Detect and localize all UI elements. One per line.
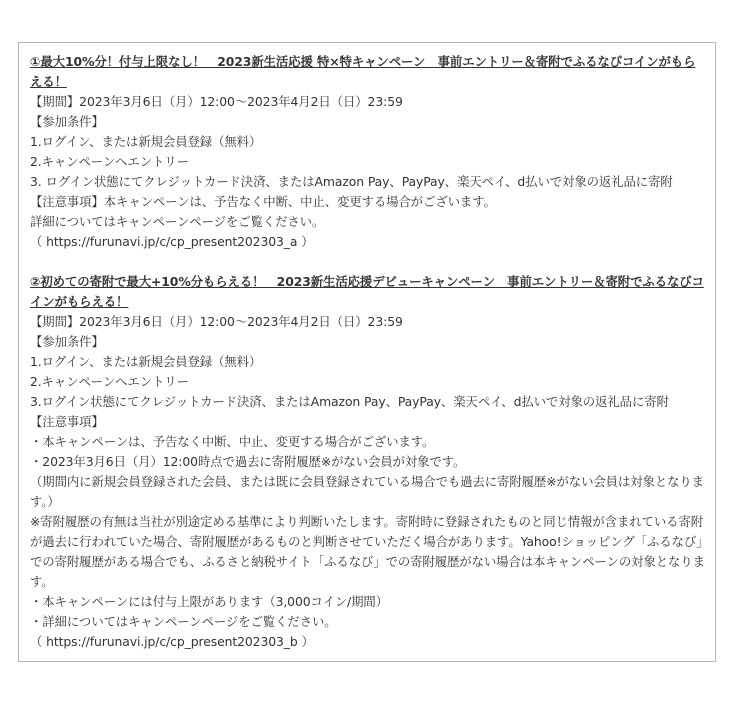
campaign2-condition-2: 2.キャンペーンへエントリー xyxy=(30,374,189,389)
campaign2-note-1: ・本キャンペーンは、予告なく中断、中止、変更する場合がございます。 xyxy=(30,434,435,449)
campaign1-condition-1: 1.ログイン、または新規会員登録（無料） xyxy=(30,134,262,149)
campaign1-url: （ https://furunavi.jp/c/cp_present202303_a ） xyxy=(30,234,314,249)
campaign2-condition-3: 3.ログイン状態にてクレジットカード決済、またはAmazon Pay、PayPay、楽天ペイ、d払いで対象の返礼品に寄附 xyxy=(30,394,669,409)
notice-content xyxy=(30,52,706,652)
campaign2-notes-label: 【注意事項】 xyxy=(30,414,104,429)
campaign2-heading: ②初めての寄附で最大+10%分もらえる！ 2023新生活応援デビューキャンペーン 事前エントリー＆寄附でふるなびコインがもらえる！ xyxy=(30,274,704,309)
campaign2-note-6: ・詳細についてはキャンペーンページをご覧ください。 xyxy=(30,614,337,629)
campaign2-note-3: （期間内に新規会員登録された会員、または既に会員登録されている場合でも過去に寄附履歴※がない会員は対象となります。） xyxy=(30,474,704,509)
campaign2-conditions-label: 【参加条件】 xyxy=(30,334,104,349)
campaign1-details: 詳細についてはキャンペーンページをご覧ください。 xyxy=(30,214,325,229)
campaign2-note-4: ※寄附履歴の有無は当社が別途定める基準により判断いたします。寄附時に登録されたものと同じ情報が含まれている寄附が過去に行われていた場合、寄附履歴があるものと判断させていただく場合があります。Yahoo!ショッピング「ふるなび」での寄附履歴がある場合でも、ふるさと納税サイト「ふるなび」での寄附履歴がない場合は本キャンペーンの対象となります。 xyxy=(30,514,705,589)
campaign2-note-5: ・本キャンペーンには付与上限があります（3,000コイン/期間） xyxy=(30,594,388,609)
campaign-notice-box xyxy=(18,42,716,662)
section-spacer xyxy=(30,252,706,272)
campaign1-conditions-label: 【参加条件】 xyxy=(30,114,104,129)
campaign1-condition-2: 2.キャンペーンへエントリー xyxy=(30,154,189,169)
campaign2-period: 【期間】2023年3月6日（月）12:00～2023年4月2日（日）23:59 xyxy=(30,314,403,329)
campaign2-note-2: ・2023年3月6日（月）12:00時点で過去に寄附履歴※がない会員が対象です。 xyxy=(30,454,466,469)
campaign1-heading: ①最大10%分！付与上限なし！ 2023新生活応援 特×特キャンペーン 事前エントリー＆寄附でふるなびコインがもらえる！ xyxy=(30,54,696,89)
campaign2-url: （ https://furunavi.jp/c/cp_present202303_b ） xyxy=(30,634,314,649)
campaign2-condition-1: 1.ログイン、または新規会員登録（無料） xyxy=(30,354,262,369)
campaign1-condition-3: 3. ログイン状態にてクレジットカード決済、またはAmazon Pay、PayPay、楽天ペイ、d払いで対象の返礼品に寄附 xyxy=(30,174,673,189)
campaign1-notice: 【注意事項】本キャンペーンは、予告なく中断、中止、変更する場合がございます。 xyxy=(30,194,496,209)
campaign1-period: 【期間】2023年3月6日（月）12:00～2023年4月2日（日）23:59 xyxy=(30,94,403,109)
